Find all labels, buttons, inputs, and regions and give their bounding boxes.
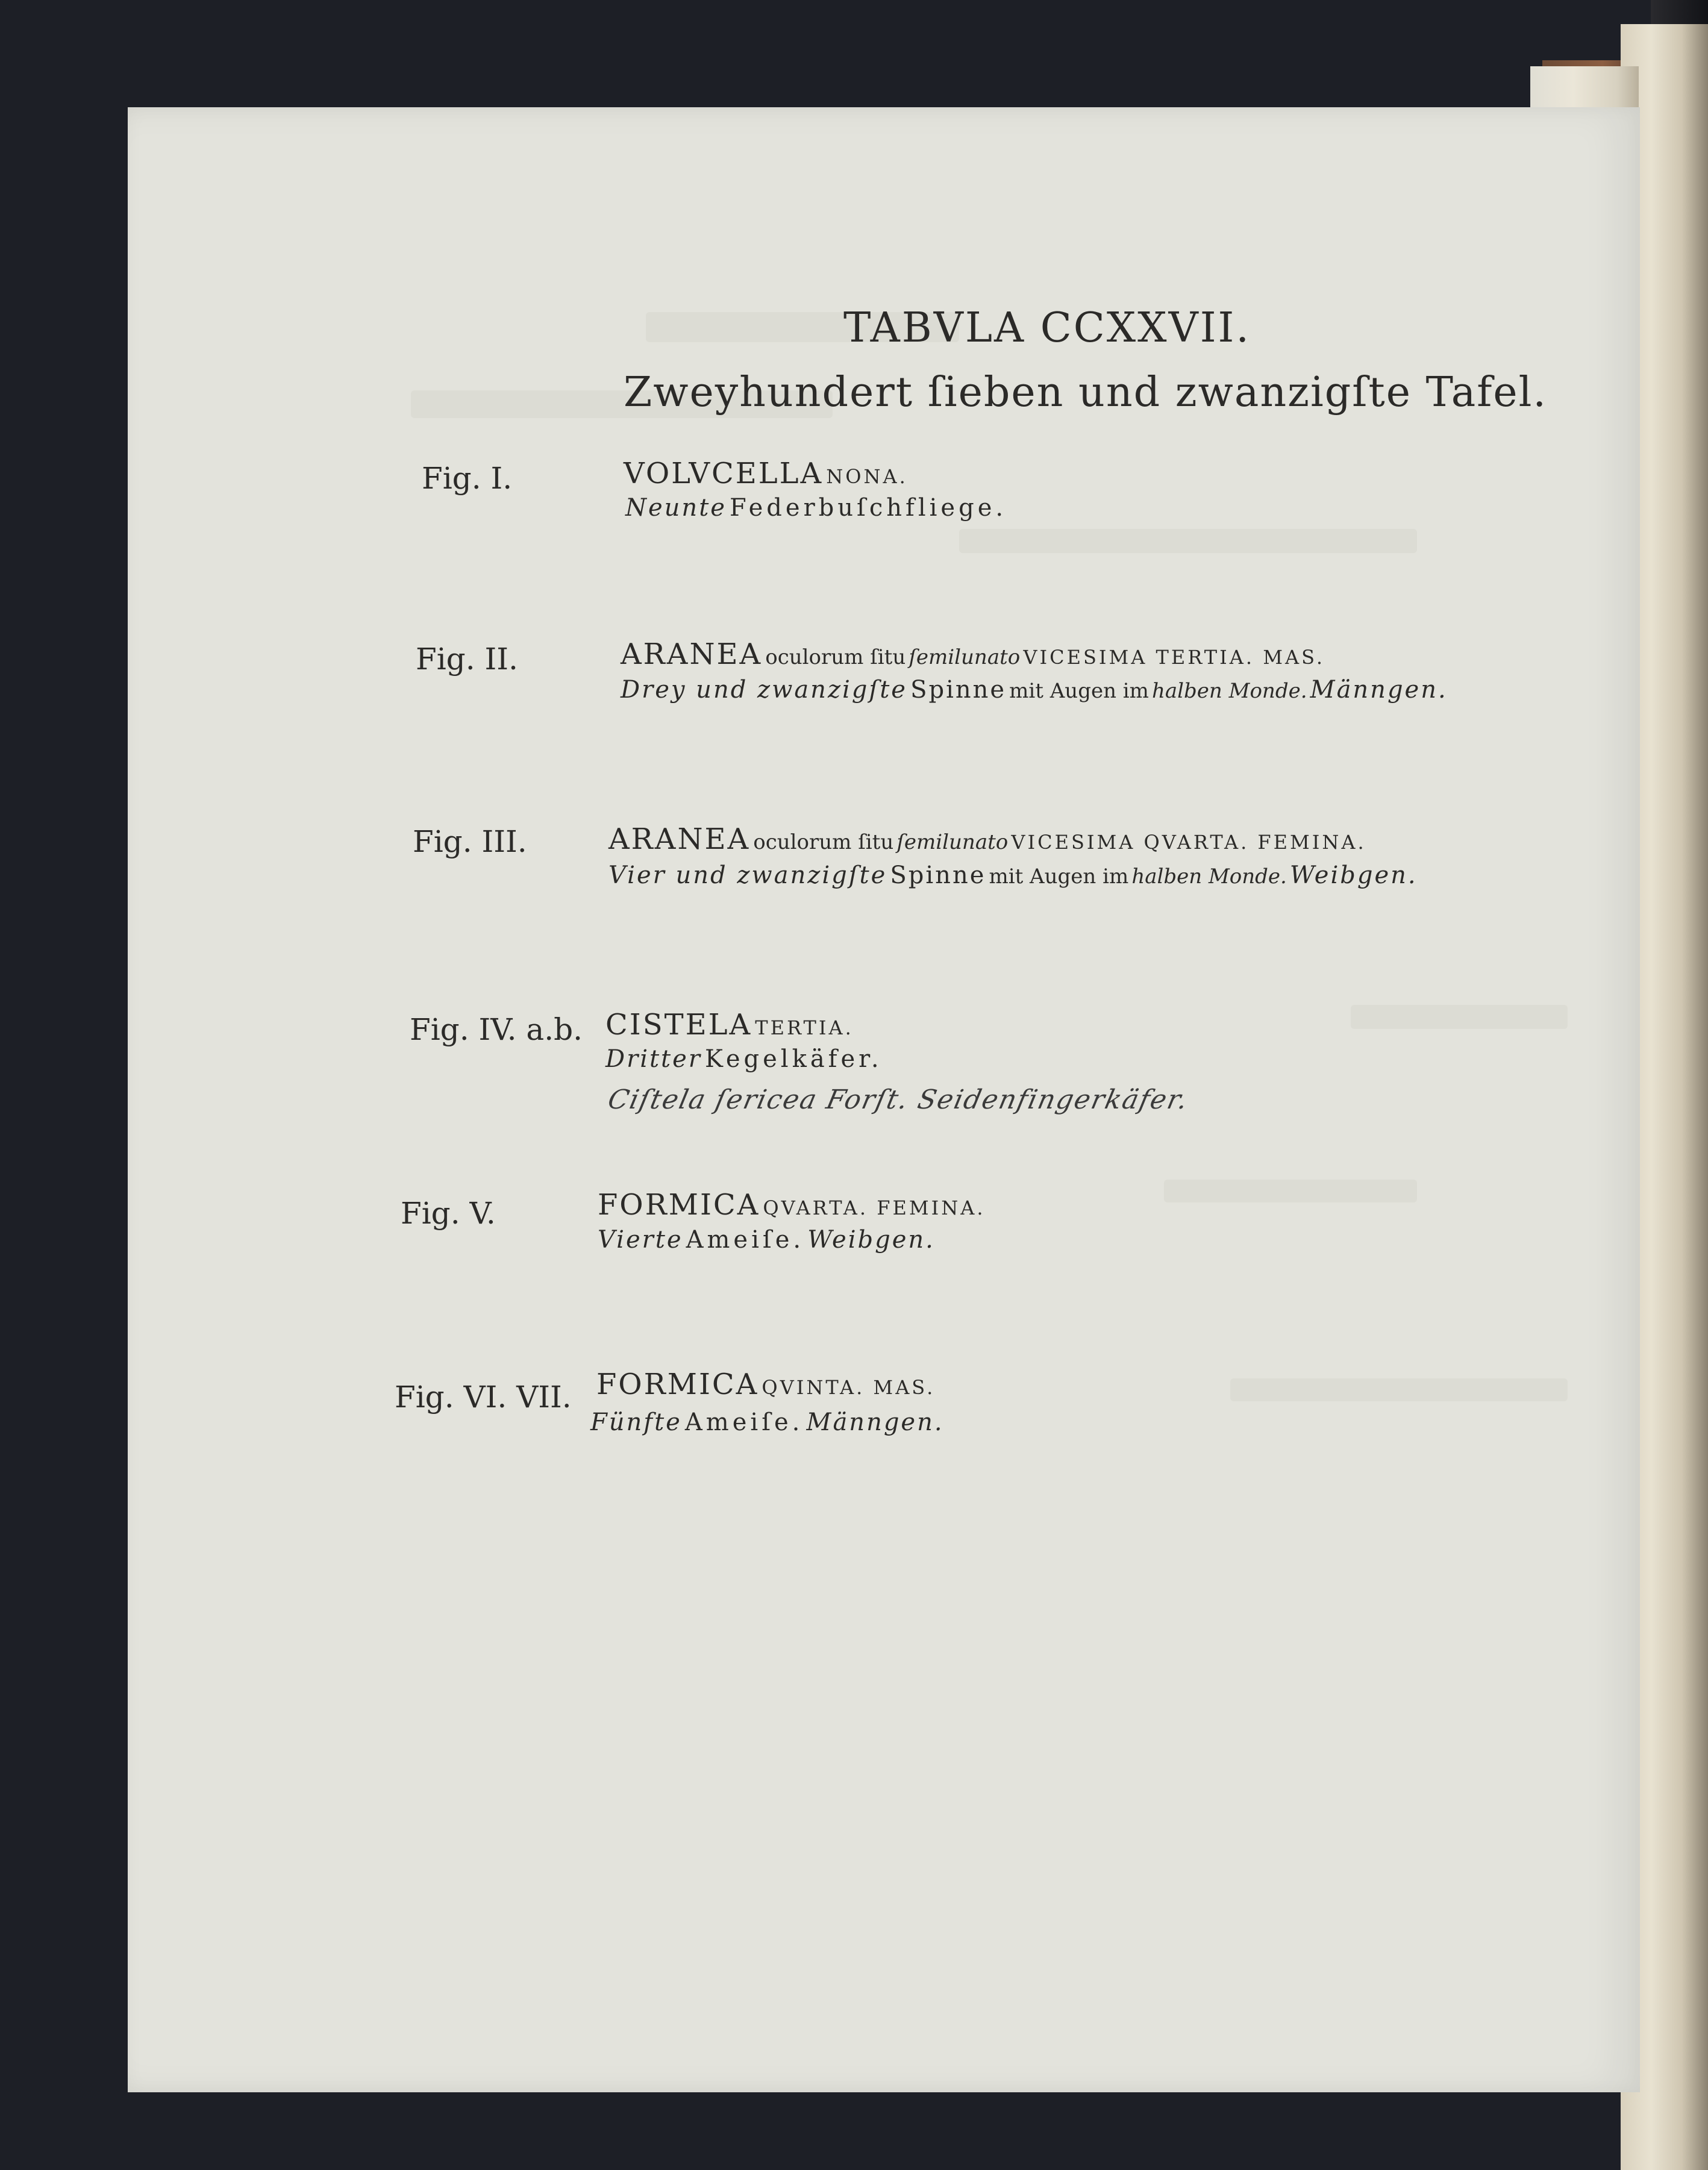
entry-german-line (590, 1409, 944, 1436)
german-descriptor: mit Augen im (989, 865, 1129, 889)
entry-latin-line (598, 1188, 986, 1222)
german-name: Kegelkäfer. (705, 1045, 883, 1073)
german-ordinal: Vier und zwanzigſte (608, 861, 887, 889)
figure-label: Fig. I. (422, 461, 513, 496)
german-ordinal: Fünfte (590, 1409, 682, 1436)
species-ordinal: TERTIA. (755, 1016, 854, 1039)
show-through-mark (959, 529, 1417, 553)
figure-label: Fig. IV. a.b. (410, 1012, 583, 1047)
german-name: Ameiſe. (684, 1409, 804, 1436)
german-ordinal: Dritter (605, 1045, 702, 1073)
german-sex: Weibgen. (1289, 861, 1418, 889)
entry-latin-line (621, 637, 1325, 671)
latin-descriptor: oculorum ſitu (753, 830, 894, 854)
species-name: ARANEA (608, 822, 751, 856)
german-descriptor: mit Augen im (1009, 679, 1149, 703)
handwritten-annotation: Ciſtela ſericea Forſt. Seidenfingerkäfer. (605, 1084, 1192, 1115)
latin-descriptor: oculorum ſitu (765, 645, 906, 669)
species-ordinal: QVARTA. FEMINA. (763, 1196, 986, 1219)
figure-label: Fig. V. (401, 1196, 496, 1231)
german-sex: Männgen. (806, 1409, 944, 1436)
latin-descriptor-italic: ſemilunato (896, 830, 1009, 854)
entry-latin-line (608, 822, 1366, 856)
species-ordinal: VICESIMA QVARTA. FEMINA. (1011, 831, 1366, 854)
species-name: ARANEA (621, 637, 763, 671)
german-ordinal: Vierte (598, 1226, 683, 1254)
figure-label: Fig. II. (416, 642, 518, 677)
show-through-mark (1164, 1180, 1417, 1202)
species-name: CISTELA (605, 1008, 752, 1042)
german-ordinal: Neunte (625, 494, 727, 522)
species-ordinal: NONA. (826, 465, 908, 488)
species-ordinal: VICESIMA TERTIA. MAS. (1023, 646, 1325, 669)
entry-latin-line (605, 1008, 854, 1042)
entry-latin-line (624, 457, 908, 490)
figure-label: Fig. III. (413, 824, 527, 859)
page-subtitle: Zweyhundert ſieben und zwanzigſte Tafel. (624, 369, 1548, 416)
entry-german-line (625, 494, 1007, 522)
entry-german-line (608, 861, 1418, 889)
show-through-mark (1351, 1005, 1568, 1029)
figure-label: Fig. VI. VII. (395, 1380, 572, 1415)
german-descriptor-italic: halben Monde. (1152, 679, 1307, 703)
show-through-mark (1230, 1378, 1568, 1401)
german-ordinal: Drey und zwanzigſte (621, 676, 907, 704)
german-name: Federbuſchfliege. (730, 494, 1007, 522)
latin-descriptor-italic: ſemilunato (909, 645, 1021, 669)
entry-german-line (621, 676, 1448, 704)
german-sex: Weibgen. (807, 1226, 935, 1254)
species-name: FORMICA (598, 1188, 760, 1222)
page-title: TABVLA CCXXVII. (843, 304, 1251, 352)
species-name: FORMICA (596, 1368, 759, 1401)
german-sex: Männgen. (1310, 676, 1448, 704)
german-descriptor-italic: halben Monde. (1131, 865, 1287, 889)
german-name: Spinne (910, 676, 1007, 704)
species-ordinal: QVINTA. MAS. (762, 1376, 936, 1399)
german-name: Ameiſe. (686, 1226, 805, 1254)
entry-german-line (605, 1045, 883, 1073)
entry-latin-line (596, 1368, 935, 1401)
species-name: VOLVCELLA (624, 457, 824, 490)
german-name: Spinne (890, 861, 986, 889)
entry-german-line (598, 1226, 935, 1254)
